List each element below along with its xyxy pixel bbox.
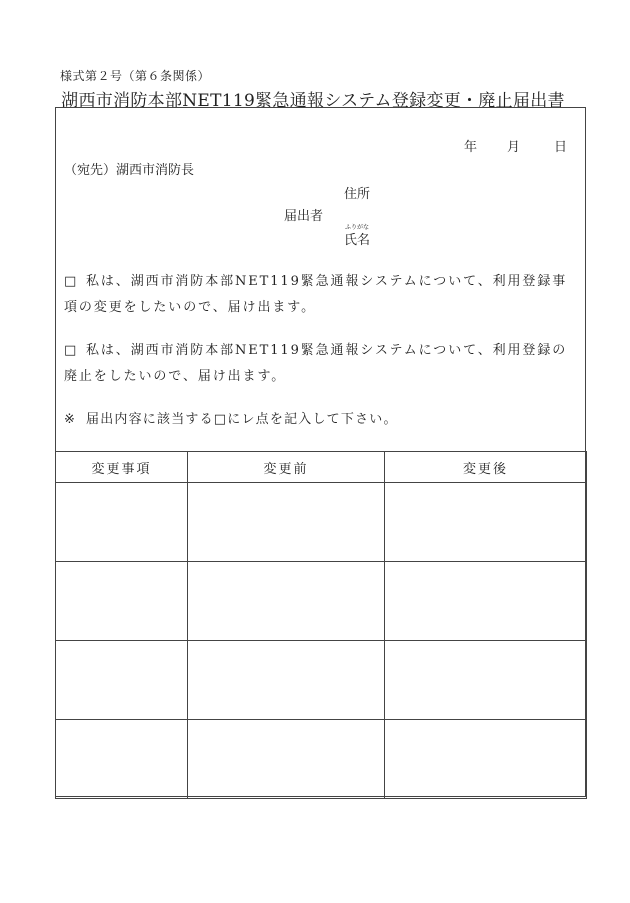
header-after: 変更後: [385, 452, 587, 483]
before-cell[interactable]: [188, 483, 385, 562]
before-cell[interactable]: [188, 720, 385, 799]
table-row: [56, 641, 587, 720]
after-cell[interactable]: [385, 483, 587, 562]
option-cancel: [64, 338, 579, 390]
table-row: [56, 720, 587, 799]
after-cell[interactable]: [385, 562, 587, 641]
form-number: 様式第２号（第６条関係）: [60, 69, 211, 83]
notifier-label: 届出者: [284, 209, 324, 224]
change-item-cell[interactable]: [56, 720, 188, 799]
option-change-text: 私は、湖西市消防本部NET119緊急通報システムについて、利用登録事項の変更をしたいので、届け出ます。: [64, 274, 568, 315]
option-cancel-text: 私は、湖西市消防本部NET119緊急通報システムについて、利用登録の廃止をしたいので、届け出ます。: [64, 343, 568, 384]
instruction-note: [64, 408, 398, 427]
form-title: 湖西市消防本部NET119緊急通報システム登録変更・廃止届出書: [61, 91, 565, 111]
form-frame: [55, 107, 586, 797]
before-cell[interactable]: [188, 641, 385, 720]
change-item-cell[interactable]: [56, 562, 188, 641]
header-before: 変更前: [188, 452, 385, 483]
option-change: [64, 269, 579, 321]
after-cell[interactable]: [385, 641, 587, 720]
change-item-cell[interactable]: [56, 641, 188, 720]
table-row: [56, 483, 587, 562]
header-change-item: 変更事項: [56, 452, 188, 483]
before-cell[interactable]: [188, 562, 385, 641]
cancel-checkbox[interactable]: □: [64, 343, 77, 358]
change-item-cell[interactable]: [56, 483, 188, 562]
change-checkbox[interactable]: □: [64, 274, 77, 289]
date-month-label: 月: [507, 140, 521, 155]
note-text: 届出内容に該当する□にレ点を記入して下さい。: [86, 412, 398, 427]
address-label: 住所: [344, 187, 371, 202]
table-header-row: [56, 452, 587, 483]
name-furigana: ふりがな: [345, 224, 370, 231]
date-day-label: 日: [554, 140, 568, 155]
addressee: （宛先）湖西市消防長: [64, 163, 195, 178]
after-cell[interactable]: [385, 720, 587, 799]
changes-table: [55, 451, 587, 799]
name-label: 氏名: [344, 233, 371, 248]
date-year-label: 年: [464, 140, 478, 155]
table-row: [56, 562, 587, 641]
note-mark: ※: [64, 412, 75, 427]
